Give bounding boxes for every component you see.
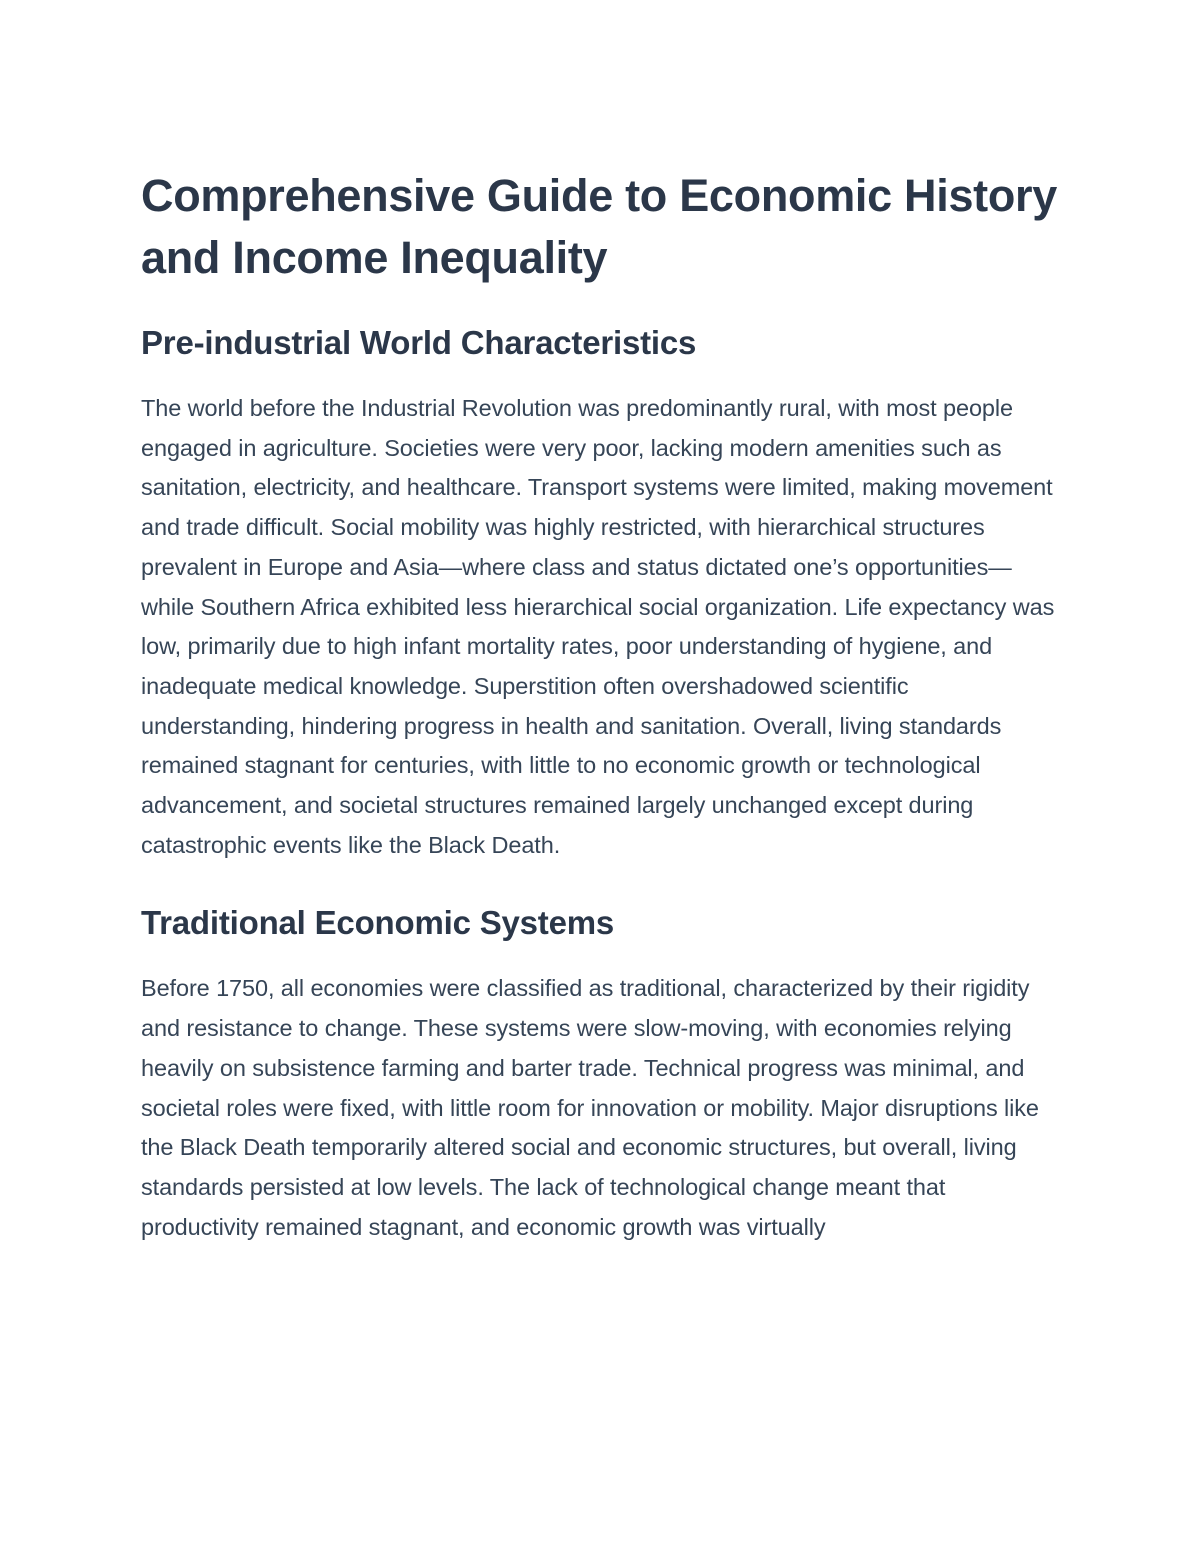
section-heading-pre-industrial: Pre-industrial World Characteristics	[141, 324, 697, 361]
section-body-traditional-economic-systems: Before 1750, all economies were classified as traditional, characterized by their rigidity and resistance to change. These systems were slow-moving, with economies relying heavily on subsistence farming and barter trade. Technical progress was minimal, and societal roles were fixed, with little room for innovation or mobility. Major disruptions like the Black Death temporarily altered social and economic structures, but overall, living standards persisted at low levels. The lack of technological change meant that productivity remained stagnant, and economic growth was virtually	[141, 975, 1039, 1240]
document-page	[141, 165, 1061, 1247]
document-title: Comprehensive Guide to Economic History and Income Inequality	[141, 170, 1057, 283]
section-body-pre-industrial: The world before the Industrial Revolution was predominantly rural, with most people engaged in agriculture. Societies were very poor, lacking modern amenities such as sanitation, electricity, and healthcare. Transport systems were limited, making movement and trade difficult. Social mobility was highly restricted, with hierarchical structures prevalent in Europe and Asia—where class and status dictated one’s opportunities—while Southern Africa exhibited less hierarchical social organization. Life expectancy was low, primarily due to high infant mortality rates, poor understanding of hygiene, and inadequate medical knowledge. Superstition often overshadowed scientific understanding, hindering progress in health and sanitation. Overall, living standards remained stagnant for centuries, with little to no economic growth or technological advancement, and societal structures remained largely unchanged except during catastrophic events like the Black Death.	[141, 395, 1055, 858]
section-heading-traditional-economic-systems: Traditional Economic Systems	[141, 904, 615, 942]
